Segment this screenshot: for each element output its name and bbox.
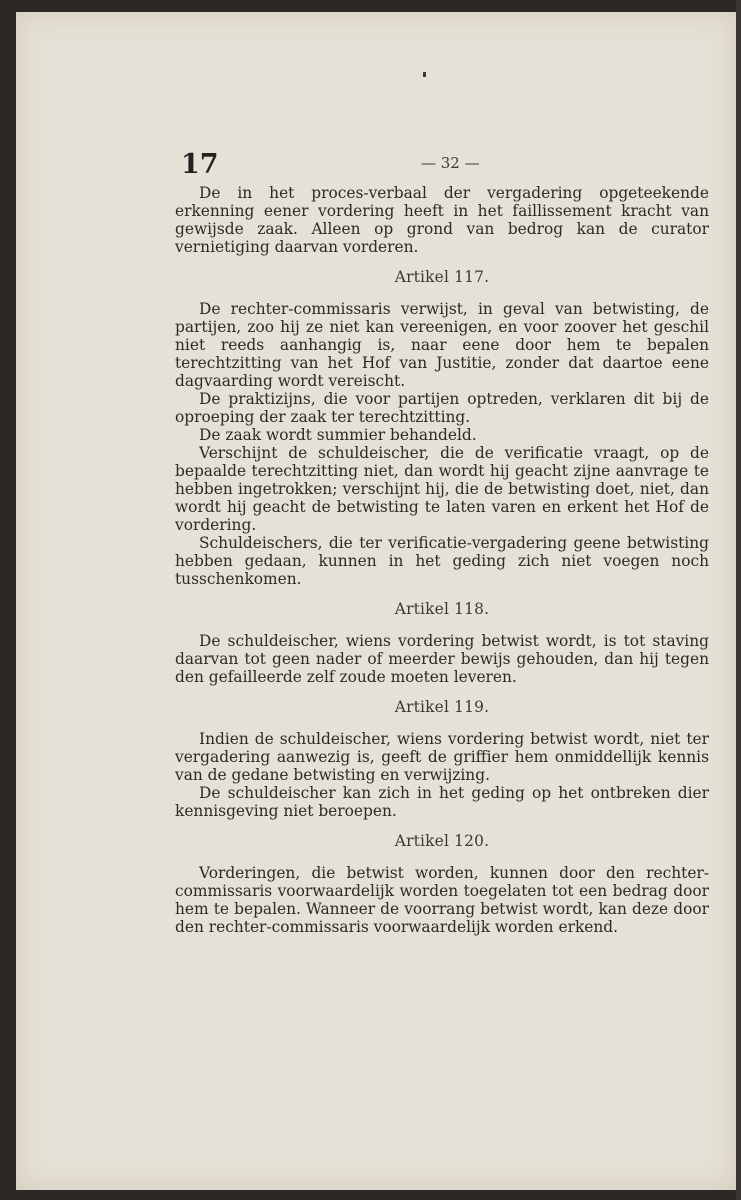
article-117-paragraph-3: De zaak wordt summier behandeld.	[199, 426, 477, 444]
article-120-paragraph-1: Vorderingen, die betwist worden, kunnen door den rechter-commissaris voorwaardelijk worden toegelaten tot een bedrag door hem te bepalen. Wanneer de voorrang betwist wordt, kan deze door den rechter-commissaris voorwaardelijk worden erkend.	[175, 864, 709, 936]
article-117-paragraph-4: Verschijnt de schuldeischer, die de verificatie vraagt, op de bepaalde terechtzitting niet, dan wordt hij geacht zijne aanvrage te hebben ingetrokken; verschijnt hij, die de betwisting doet, niet, dan wordt hij geacht de betwisting te laten varen en erkent het Hof de vordering.	[175, 444, 709, 534]
article-117-paragraph-5: Schuldeischers, die ter verificatie-vergadering geene betwisting hebben gedaan, kunnen in het geding zich niet voegen noch tusschenkomen.	[175, 534, 709, 588]
page-text	[175, 146, 709, 936]
article-119-paragraph-1: Indien de schuldeischer, wiens vordering betwist wordt, niet ter vergadering aanwezig is, geeft de griffier hem onmiddellijk kennis van de gedane betwisting en verwijzing.	[175, 730, 709, 784]
article-heading-119: Artikel 119.	[394, 698, 490, 716]
page-number: — 32 —	[421, 154, 480, 172]
article-117-paragraph-2: De praktizijns, die voor partijen optreden, verklaren dit bij de oproeping der zaak ter terechtzitting.	[175, 390, 709, 426]
article-119-paragraph-2: De schuldeischer kan zich in het geding op het ontbreken dier kennisgeving niet beroepen.	[175, 784, 709, 820]
article-heading-117: Artikel 117.	[394, 268, 490, 286]
signature-mark: 17	[181, 149, 219, 180]
intro-paragraph: De in het proces-verbaal der vergadering opgeteekende erkenning eener vordering heeft in het faillissement kracht van gewijsde zaak. Alleen op grond van bedrog kan de curator vernietiging daarvan vorderen.	[175, 184, 709, 256]
article-heading-118: Artikel 118.	[394, 600, 490, 618]
article-118-paragraph-1: De schuldeischer, wiens vordering betwist wordt, is tot staving daarvan tot geen nader of meerder bewijs gehouden, dan hij tegen den gefailleerde zelf zoude moeten leveren.	[175, 632, 709, 686]
page-edge	[736, 0, 741, 1200]
ink-speck	[423, 72, 426, 77]
article-heading-120: Artikel 120.	[394, 832, 490, 850]
page-header	[175, 146, 709, 184]
article-117-paragraph-1: De rechter-commissaris verwijst, in geval van betwisting, de partijen, zoo hij ze niet kan vereenigen, en voor zoover het geschil niet reeds aanhangig is, naar eene door hem te bepalen terechtzitting van het Hof van Justitie, zonder dat daartoe eene dagvaarding wordt vereischt.	[175, 300, 709, 390]
